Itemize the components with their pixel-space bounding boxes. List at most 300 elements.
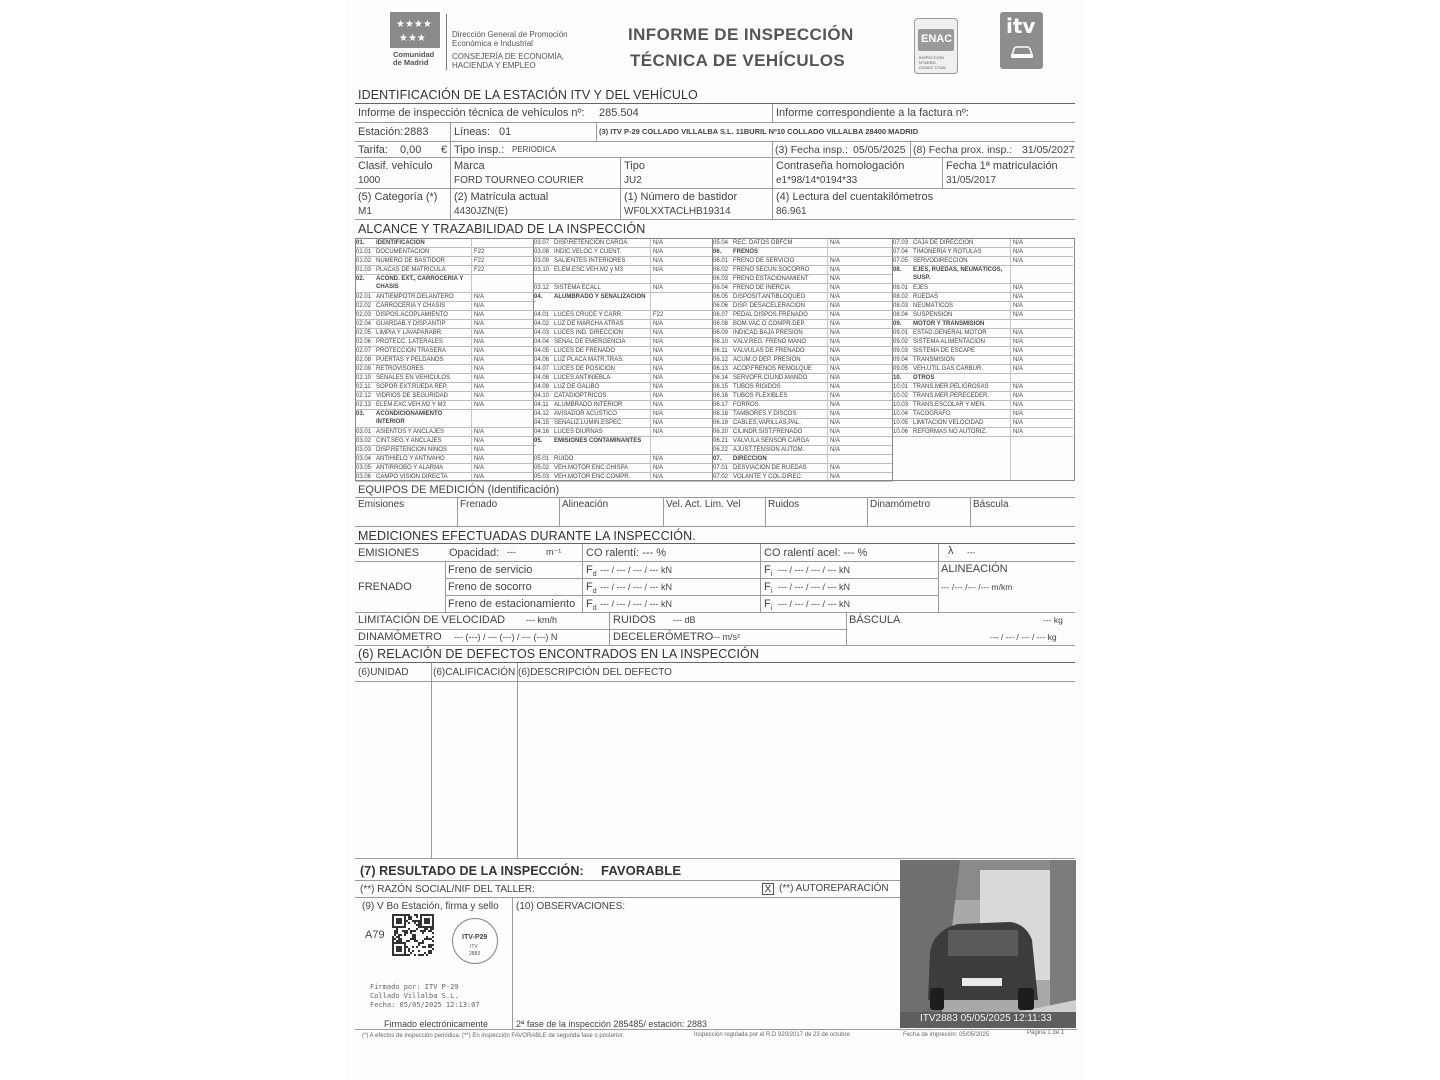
scope-item <box>893 392 1073 401</box>
scope-item-label: BOM.VAC.O COMPR.DEP. <box>733 321 806 327</box>
scope-item-code: 02.01 <box>356 294 372 300</box>
scope-item <box>713 320 893 329</box>
braking-label: FRENADO <box>358 581 412 593</box>
scope-item <box>534 365 714 374</box>
scope-item <box>713 329 893 338</box>
equipment-label: Alineación <box>562 499 609 510</box>
scope-column-divider <box>712 239 713 480</box>
scope-item-code: 09.05 <box>893 366 909 372</box>
emissions-label: EMISIONES <box>358 547 420 559</box>
scope-item-label: ANTIHIELO Y ANTIVAHO <box>376 456 445 462</box>
scope-item-result: N/A <box>474 357 485 363</box>
scope-item-label: INDIC.VELOC.Y CUENT. <box>554 249 622 255</box>
scope-item <box>534 428 714 437</box>
force-letter: F <box>764 581 771 593</box>
qr-code-icon <box>392 914 434 956</box>
equipment-title: EQUIPOS DE MEDICIÓN (Identificación) <box>358 484 560 496</box>
divider <box>772 158 773 188</box>
scope-item-result: N/A <box>830 330 841 336</box>
scope-item <box>893 347 1073 356</box>
scope-item-label: ELEM.EXC.VEH.M2 Y M3 <box>376 402 446 408</box>
stamp-sub: ITV <box>470 944 478 950</box>
opacity-label: Opacidad: <box>449 547 500 559</box>
scope-item-label: LUCES DE FRENADO <box>554 348 616 354</box>
scope-item <box>534 338 714 347</box>
scope-item-label: SEÑAL DE EMERGENCIA <box>554 339 626 345</box>
scope-item-code: 06.12 <box>713 357 729 363</box>
scope-item <box>893 239 1073 248</box>
scope-item <box>713 347 893 356</box>
scope-item-result: N/A <box>830 402 841 408</box>
scope-item <box>713 410 893 419</box>
scope-item-label: SISTEMA ALIMENTACIÓN <box>913 339 985 345</box>
signed-line-1: Firmado por: ITV P-29 <box>370 983 459 991</box>
scope-item-result: N/A <box>830 429 841 435</box>
scope-item-label: INDICAD.BAJA PRESIÓN <box>733 330 803 336</box>
scope-item <box>356 473 536 482</box>
scope-item-code: 03.01 <box>356 429 372 435</box>
divider <box>760 561 761 612</box>
rule <box>355 612 1075 613</box>
scope-item-result: N/A <box>1013 303 1024 309</box>
divider <box>431 663 432 858</box>
scope-item-label: TAMBORES Y DISCOS <box>733 411 797 417</box>
agency-line-4: HACIENDA Y EMPLEO <box>452 61 536 70</box>
scope-item <box>893 266 1073 284</box>
scope-item-result: F22 <box>474 249 485 255</box>
scope-item-result: N/A <box>1013 420 1024 426</box>
divider <box>445 561 446 612</box>
logo-caption-1: Comunidad <box>393 50 435 59</box>
scope-item-code: 06.01 <box>713 258 729 264</box>
scope-item-label: REFORMAS NO AUTORIZ. <box>913 429 987 435</box>
defects-col-rating: (6)CALIFICACIÓN <box>433 667 516 678</box>
scope-item-code: 07.02 <box>713 474 729 480</box>
scope-item-code: 02.08 <box>356 357 372 363</box>
scope-item-code: 06.03 <box>713 276 729 282</box>
scope-item <box>713 419 893 428</box>
scope-item <box>893 419 1073 428</box>
scope-item-label: AVISADOR ACÚSTICO <box>554 411 617 417</box>
stamp-text: ITV-P29 <box>462 934 488 941</box>
rule <box>355 188 1075 189</box>
force-subscript: i <box>770 588 773 596</box>
divider <box>867 497 868 526</box>
scope-item-label: CILINDR.SIST.FRENADO <box>733 429 803 435</box>
scope-item <box>356 347 536 356</box>
scope-item <box>534 464 714 473</box>
scale-value: --- kg <box>1043 615 1063 625</box>
scope-item-result: N/A <box>1013 240 1024 246</box>
scope-item-result: N/A <box>474 366 485 372</box>
scope-item-label: TRANSMISIÓN <box>913 357 955 363</box>
result-value: FAVORABLE <box>601 863 682 878</box>
divider <box>663 497 664 526</box>
scope-item-label: VÁLV.REG. FRENO MANO <box>733 339 807 345</box>
divider <box>942 158 943 188</box>
scope-item-code: 10.03 <box>893 402 909 408</box>
enac-logo-text: ENAC <box>921 33 953 45</box>
divider <box>772 189 773 219</box>
scope-item-label: TUBOS FLEXIBLES <box>733 393 788 399</box>
scope-item <box>356 329 536 338</box>
scope-item-label: LUCES CRUCE Y CARR. <box>554 312 623 318</box>
defects-title: (6) RELACIÓN DE DEFECTOS ENCONTRADOS EN LA INSPECCIÓN <box>358 647 759 661</box>
rule <box>355 629 846 630</box>
scope-item-label: CAJA DE DIRECCIÓN <box>913 240 974 246</box>
scope-item-label: DOCUMENTACIÓN <box>376 249 430 255</box>
scope-item <box>893 320 1073 329</box>
scope-item <box>713 428 893 437</box>
scope-item-code: 01.03 <box>356 267 372 273</box>
scope-item-code: 10.01 <box>893 384 909 390</box>
scope-item <box>356 302 536 311</box>
scope-column <box>893 239 1073 480</box>
scope-item-label: GUARDAB.Y DISP.ANTIP <box>376 321 446 327</box>
scope-item <box>534 257 714 266</box>
scale-axles-value: --- / --- / --- / --- kg <box>990 632 1057 642</box>
scope-item-code: 04.03 <box>534 330 550 336</box>
signed-line-2: Collado Villalba S.L. <box>370 992 459 1000</box>
scope-item <box>893 311 1073 320</box>
divider <box>450 142 451 157</box>
scope-column <box>356 239 536 480</box>
scope-item <box>893 284 1073 293</box>
vin-value: WF0LXXTACLHB19314 <box>624 206 731 217</box>
scope-item-code: 04. <box>534 294 543 300</box>
scope-item-code: 07. <box>713 456 722 462</box>
scope-item <box>893 356 1073 365</box>
scope-item-result: N/A <box>653 402 664 408</box>
scope-item-result: N/A <box>830 411 841 417</box>
scope-item-code: 03.07 <box>534 240 550 246</box>
enac-sub-3: ISO/IEC 17020 <box>919 65 946 70</box>
divider <box>765 497 766 526</box>
parking-brake-label: Freno de estacionamiento <box>448 598 576 610</box>
footer-print-date: Fecha de impresión: 05/05/2025 <box>903 1032 990 1038</box>
scope-item <box>356 401 536 410</box>
scope-item-label: LUCES DE POSICIÓN <box>554 366 616 372</box>
scope-item-result: N/A <box>830 258 841 264</box>
divider <box>596 123 597 141</box>
brake-force-symbol <box>586 564 597 578</box>
scale-label: BÁSCULA <box>849 614 901 626</box>
scope-item-label: TACÓGRAFO <box>913 411 951 417</box>
scope-item <box>534 410 714 419</box>
scope-column <box>713 239 893 480</box>
next-insp-label: (8) Fecha prox. insp.: <box>913 144 1013 156</box>
scope-item <box>534 329 714 338</box>
scope-item-result: N/A <box>474 429 485 435</box>
first-reg-label: Fecha 1ª matriculación <box>946 160 1058 172</box>
scope-item <box>356 464 536 473</box>
scope-item-code: 06.18 <box>713 411 729 417</box>
scope-item-result: N/A <box>1013 348 1024 354</box>
scope-item <box>713 356 893 365</box>
brake-force-symbol <box>586 598 597 612</box>
scope-item-label: ACONDICIONAMIENTO INTERIOR <box>376 411 443 425</box>
homolog-label: Contraseña homologación <box>776 160 905 172</box>
scope-item-label: FRENO ESTACIONAMIENT <box>733 276 809 282</box>
scope-item-label: VEH.MOTOR ENC.COMPR. <box>554 474 631 480</box>
divider <box>910 142 911 157</box>
scope-item-label: LUCES IND. DIRECCIÓN <box>554 330 624 336</box>
car-icon <box>1009 44 1035 60</box>
agency-line-3: CONSEJERÍA DE ECONOMÍA, <box>452 52 565 61</box>
scope-item-label: PEDAL DISPOS.FRENADO <box>733 312 808 318</box>
scope-item-result: F22 <box>474 258 485 264</box>
scope-item-code: 09.02 <box>893 339 909 345</box>
scope-item-code: 06.02 <box>713 267 729 273</box>
scope-item-label: LUCES ANTINIEBLA <box>554 375 611 381</box>
alignment-label: ALINEACIÓN <box>941 563 1008 575</box>
scope-item-label: LUCES DIURNAS <box>554 429 603 435</box>
scope-item-code: 06. <box>713 249 722 255</box>
scope-item <box>713 302 893 311</box>
brake-force-value: --- / --- / --- / --- kN <box>600 582 672 592</box>
insp-date-label: (3) Fecha insp.: <box>775 144 848 156</box>
rule <box>445 578 938 579</box>
brake-force-value: --- / --- / --- / --- kN <box>600 565 672 575</box>
enac-sub-2: N°9/DRG <box>919 60 936 65</box>
dyno-label: DINAMÓMETRO <box>358 631 442 643</box>
scope-item <box>893 338 1073 347</box>
scope-item-label: AJUST.TENSIÓN AUTOM. <box>733 447 805 453</box>
rule <box>355 526 1075 527</box>
scope-item-code: 02.10 <box>356 375 372 381</box>
scope-item-code: 06.06 <box>713 303 729 309</box>
scope-item <box>356 293 536 302</box>
divider <box>559 497 560 526</box>
scope-item-code: 10.05 <box>893 420 909 426</box>
scope-item <box>713 437 893 446</box>
scope-item-code: 03. <box>356 411 365 417</box>
scope-item-result: N/A <box>474 294 485 300</box>
scope-item-code: 04.06 <box>534 357 550 363</box>
scope-item-code: 06.07 <box>713 312 729 318</box>
divider <box>512 898 513 1029</box>
scope-item-label: LIMITACIÓN VELOCIDAD <box>913 420 984 426</box>
scope-item-code: 03.09 <box>534 258 550 264</box>
station-sign-label: (9) V Bo Estación, firma y sello <box>362 901 499 912</box>
scope-item-label: PROTECCIÓN TRASERA <box>376 348 446 354</box>
class-value: 1000 <box>358 175 381 186</box>
scope-item-result: N/A <box>830 438 841 444</box>
scope-item-result: N/A <box>1013 249 1024 255</box>
scope-item-label: IDENTIFICACIÓN <box>376 240 425 246</box>
scope-item-label: CABLES,VARILLAS,PAL. <box>733 420 801 426</box>
scope-item-result: N/A <box>653 330 664 336</box>
vehicle-photo <box>900 860 1076 1028</box>
rule <box>355 103 1075 104</box>
comunidad-madrid-logo <box>390 12 440 48</box>
co-accel-label: CO ralentí acel: --- % <box>764 547 868 559</box>
scope-item <box>356 383 536 392</box>
scope-item-result: N/A <box>830 294 841 300</box>
scope-value-divider <box>471 239 472 480</box>
scope-item-code: 08.04 <box>893 312 909 318</box>
self-repair-label: (**) AUTOREPARACIÓN <box>779 883 889 894</box>
scope-item-label: NEUMÁTICOS <box>913 303 954 309</box>
scope-item <box>356 437 536 446</box>
decel-label: DECELERÓMETRO <box>613 631 714 643</box>
scope-item-result: N/A <box>474 375 485 381</box>
scope-item-label: SEÑALES EN VEHÍCULOS <box>376 375 451 381</box>
scope-item-result: N/A <box>1013 330 1024 336</box>
brake-force-symbol <box>764 598 772 612</box>
scope-item-code: 05.02 <box>534 465 550 471</box>
force-subscript: d <box>592 571 597 579</box>
scope-item-code: 06.05 <box>713 294 729 300</box>
scope-item-label: FORROS <box>733 402 759 408</box>
scope-item-code: 06.10 <box>713 339 729 345</box>
scope-item <box>356 446 536 455</box>
scope-item-result: N/A <box>830 312 841 318</box>
lines-label: Líneas: <box>454 126 491 138</box>
speed-limit-label: LIMITACIÓN DE VELOCIDAD <box>358 614 506 626</box>
scope-item-label: TRANS.MER.PELIGROSAS <box>913 384 989 390</box>
photo-caption: ITV2883 05/05/2025 12:11:33 <box>920 1013 1052 1024</box>
scope-item-result: N/A <box>474 330 485 336</box>
class-label: Clasif. vehículo <box>358 160 433 172</box>
scope-item <box>893 329 1073 338</box>
scope-item <box>713 464 893 473</box>
scope-item-result: N/A <box>653 321 664 327</box>
dyno-value: --- (---) / --- (---) / --- (---) N <box>454 632 558 642</box>
scope-item <box>893 248 1073 257</box>
scope-item-code: 10.04 <box>893 411 909 417</box>
result-label: (7) RESULTADO DE LA INSPECCIÓN: <box>360 864 584 878</box>
scope-item-result: N/A <box>830 321 841 327</box>
scope-item-result: N/A <box>474 312 485 318</box>
scope-item-label: ANTIRROBO Y ALARMA <box>376 465 444 471</box>
brake-force-symbol <box>586 581 597 595</box>
scope-item-code: 03.02 <box>356 438 372 444</box>
observations-label: (10) OBSERVACIONES: <box>516 901 626 912</box>
self-repair-checkbox[interactable]: X <box>762 883 774 895</box>
co-idle-label: CO ralentí: --- % <box>586 547 667 559</box>
scope-item-label: SOPOR.EXT.RUEDA REP. <box>376 384 448 390</box>
scope-item-result: N/A <box>653 429 664 435</box>
scope-item-label: DISP.RETENCIÓN NIÑOS <box>376 447 447 453</box>
scope-item-label: TRANS.ESCOLAR Y MEN. <box>913 402 986 408</box>
divider <box>760 544 761 561</box>
type-value: JU2 <box>624 175 642 186</box>
scope-item <box>534 311 714 320</box>
force-letter: F <box>586 598 593 610</box>
scope-item-label: PUERTAS Y PELDAÑOS <box>376 357 444 363</box>
scope-item-code: 06.15 <box>713 384 729 390</box>
scope-item-label: FRENO DE SERVICIO <box>733 258 795 264</box>
divider <box>620 158 621 188</box>
scope-item-result: N/A <box>653 474 664 480</box>
scope-item-code: 04.09 <box>534 384 550 390</box>
scope-item-result: N/A <box>830 447 841 453</box>
brake-force-symbol <box>764 581 772 595</box>
scope-item-code: 03.06 <box>356 474 372 480</box>
brake-force-value: --- / --- / --- / --- kN <box>778 565 850 575</box>
scope-item <box>713 266 893 275</box>
scope-item-code: 02.03 <box>356 312 372 318</box>
signed-line-3: Fecha: 05/05/2025 12:13:07 <box>370 1001 480 1009</box>
scope-item-label: ALUMBRADO INTERIOR <box>554 402 623 408</box>
scope-item-code: 08.03 <box>893 303 909 309</box>
scope-item-code: 01. <box>356 240 365 246</box>
lambda-label: λ <box>948 545 954 557</box>
scope-item-label: CAMPO VISIÓN DIRECTA <box>376 474 448 480</box>
scope-item <box>356 311 536 320</box>
scope-item-label: ALUMBRADO Y SEÑALIZACIÓN <box>554 294 646 300</box>
scope-item <box>534 392 714 401</box>
scope-item-result: N/A <box>474 465 485 471</box>
scope-item-result: N/A <box>653 348 664 354</box>
scope-item-result: N/A <box>474 348 485 354</box>
scope-item-code: 09.04 <box>893 357 909 363</box>
scope-item <box>356 365 536 374</box>
inspection-scope-grid <box>355 238 1075 481</box>
vehicle-photo-image <box>900 860 1076 1028</box>
scope-item-label: FRENOS <box>733 249 759 255</box>
scope-item-label: PROTECC. LATERALES <box>376 339 443 345</box>
enac-sub-1: INSPECCIÓN <box>919 55 944 60</box>
rule <box>445 595 938 596</box>
sign-code: A79 <box>365 929 385 941</box>
scope-item-code: 03.05 <box>356 465 372 471</box>
scope-item-result: N/A <box>1013 294 1024 300</box>
scope-item-label: SERVODIRECCIÓN <box>913 258 968 264</box>
defects-col-desc: (6)DESCRIPCIÓN DEL DEFECTO <box>518 667 672 678</box>
rule <box>355 880 900 881</box>
scope-item <box>713 275 893 284</box>
scope-item-label: RETROVISORES <box>376 366 424 372</box>
rule <box>355 662 1075 663</box>
scope-item-label: TUBOS RÍGIDOS <box>733 384 781 390</box>
rule <box>355 219 1075 220</box>
rule <box>355 858 1075 859</box>
speed-limit-value: --- km/h <box>526 615 557 625</box>
scope-item <box>356 320 536 329</box>
scope-item-result: F22 <box>474 267 485 273</box>
scope-item-result: N/A <box>830 357 841 363</box>
scope-item-label: MOTOR Y TRANSMISIÓN <box>913 321 985 327</box>
scope-item-code: 04.05 <box>534 348 550 354</box>
scope-item-label: LUZ DE GÁLIBO <box>554 384 600 390</box>
scope-item-label: EJES, RUEDAS, NEUMÁTICOS, SUSP. <box>913 267 1003 281</box>
scope-item-code: 06.09 <box>713 330 729 336</box>
tariff-value: 0,00 <box>400 144 422 156</box>
scope-item-code: 03.12 <box>534 285 550 291</box>
footer-page: Página 1 de 1 <box>1027 1030 1065 1036</box>
equipment-label: Vel. Act. Lim. Vel <box>666 499 741 510</box>
scope-item-result: N/A <box>653 420 664 426</box>
rule <box>355 897 900 898</box>
scope-item <box>893 293 1073 302</box>
category-value: M1 <box>358 206 372 217</box>
scope-item-code: 04.10 <box>534 393 550 399</box>
divider <box>609 613 610 629</box>
divider <box>609 629 610 645</box>
scope-item <box>356 428 536 437</box>
scope-item-code: 10.06 <box>893 429 909 435</box>
lambda-value: --- <box>967 548 975 557</box>
opacity-value: --- <box>507 547 516 557</box>
scope-item-label: CINT.SEG.Y ANCLAJES <box>376 438 442 444</box>
lines-value: 01 <box>499 126 512 138</box>
category-label: (5) Categoría (*) <box>358 191 438 203</box>
scope-item-result: N/A <box>830 276 841 282</box>
scope-item-label: EMISIONES CONTAMINANTES <box>554 438 642 444</box>
itv-logo <box>1000 12 1043 69</box>
